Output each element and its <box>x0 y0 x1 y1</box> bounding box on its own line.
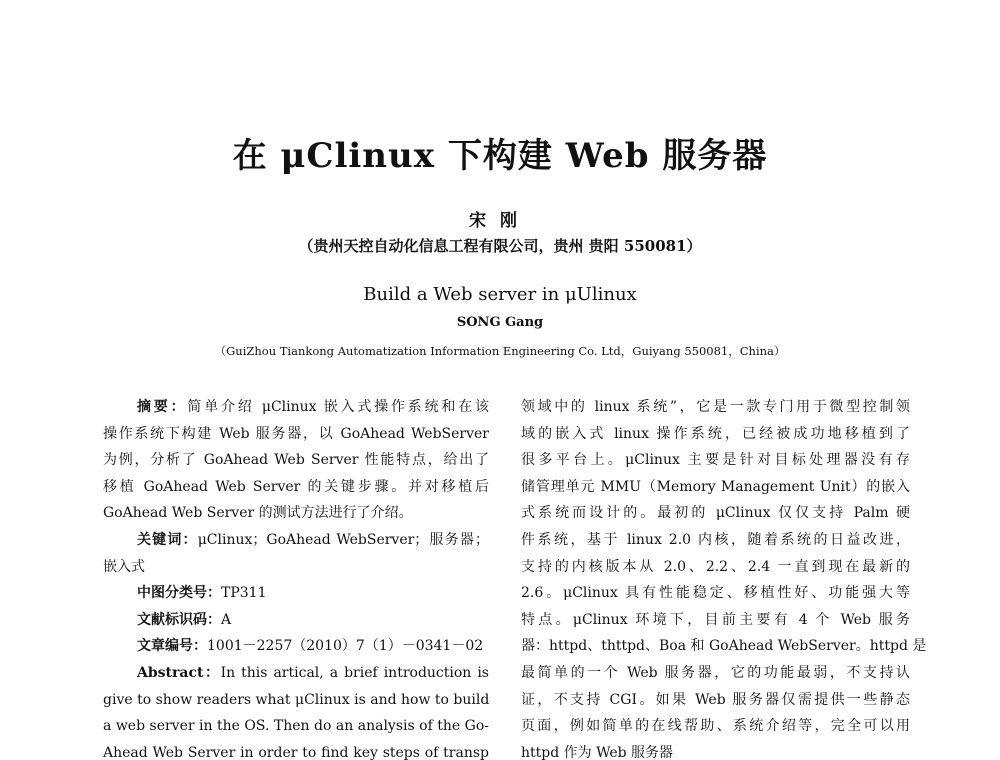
abstract-line: 摘要：简单介绍 μClinux 嵌入式操作系统和在该 <box>137 399 489 415</box>
abstract-line: 为例，分析了 GoAhead Web Server 性能特点，给出了 <box>103 452 489 469</box>
paper-title-en: Build a Web server in μUlinux <box>363 284 637 305</box>
body-line: httpd 作为 Web 服务器 <box>521 744 674 760</box>
body-line: 领域中的 linux 系统”，它是一款专门用于微型控制领 <box>521 399 910 415</box>
clc-line <box>103 580 489 607</box>
body-line: 页面，例如简单的在线帮助、系统介绍等，完全可以用 <box>521 718 910 735</box>
author-name-en: SONG Gang <box>456 315 544 330</box>
body-line: 支持的内核版本从 2.0、2.2、2.4 一直到现在最新的 <box>521 558 910 575</box>
body-line: 件系统，基于 linux 2.0 内核，随着系统的日益改进， <box>521 531 910 548</box>
abstract-line: 操作系统下构建 Web 服务器，以 GoAhead WebServer <box>103 425 489 442</box>
abstract-en-line: a web server in the OS. Then do an analysis of the Go- <box>103 718 489 735</box>
abstract-en-line: give to show readers what μClinux is and how to build <box>103 691 490 708</box>
body-line: 很多平台上。μClinux 主要是针对目标处理器没有存 <box>521 452 910 469</box>
keywords-label: 关键词： <box>137 531 198 548</box>
article-no-value: 1001－2257（2010）7（1）－0341－02 <box>207 638 484 655</box>
clc-value: TP311 <box>221 585 267 602</box>
abstract-en-line: Abstract：In this artical, a brief introduction is <box>137 664 489 681</box>
author-name-cn: 宋刚 <box>469 211 531 231</box>
body-line: 特点。μClinux 环境下，目前主要有 4 个 Web 服务 <box>521 611 910 628</box>
body-line: 域的嵌入式 linux 操作系统，已经被成功地移植到了 <box>521 425 910 442</box>
right-column <box>521 394 927 760</box>
affiliation-cn: （贵州天控自动化信息工程有限公司，贵州 贵阳 550081） <box>298 237 702 255</box>
keywords-line: 嵌入式 <box>103 558 145 575</box>
abstract-line: GoAhead Web Server 的测试方法进行了介绍。 <box>103 505 413 522</box>
article-no-line <box>103 633 489 660</box>
body-line: 储管理单元 MMU（Memory Management Unit）的嵌入 <box>521 478 910 495</box>
affiliation-en: （GuiZhou Tiankong Automatization Information Engineering Co. Ltd，Guiyang 550081，China） <box>214 344 786 358</box>
doc-code-value: A <box>221 611 232 628</box>
body-line: 2.6。μClinux 具有性能稳定、移植性好、功能强大等 <box>521 585 910 602</box>
abstract-label: 摘要： <box>137 399 188 415</box>
body-line: 证，不支持 CGI。如果 Web 服务器仅需提供一些静态 <box>521 691 910 708</box>
article-no-label: 文章编号： <box>137 638 207 655</box>
keywords-line: 关键词：μClinux；GoAhead WebServer；服务器； <box>137 531 489 548</box>
left-column <box>103 394 489 760</box>
body-line: 最简单的一个 Web 服务器，它的功能最弱，不支持认 <box>521 664 910 681</box>
body-line: 器：httpd、thttpd、Boa 和 GoAhead WebServer。httpd 是 <box>521 638 927 655</box>
clc-label: 中图分类号： <box>137 585 221 602</box>
abstract-line: 移植 GoAhead Web Server 的关键步骤。并对移植后 <box>103 478 489 495</box>
doc-code-label: 文献标识码： <box>137 611 221 628</box>
body-line: 式系统而设计的。最初的 μClinux 仅仅支持 Palm 硬 <box>521 505 910 522</box>
abstract-en-line: Ahead Web Server in order to find key steps of transp <box>103 744 489 760</box>
paper-title: 在 μClinux 下构建 Web 服务器 <box>232 136 768 176</box>
doc-code-line <box>103 607 489 634</box>
abstract-en-label: Abstract： <box>137 664 221 681</box>
